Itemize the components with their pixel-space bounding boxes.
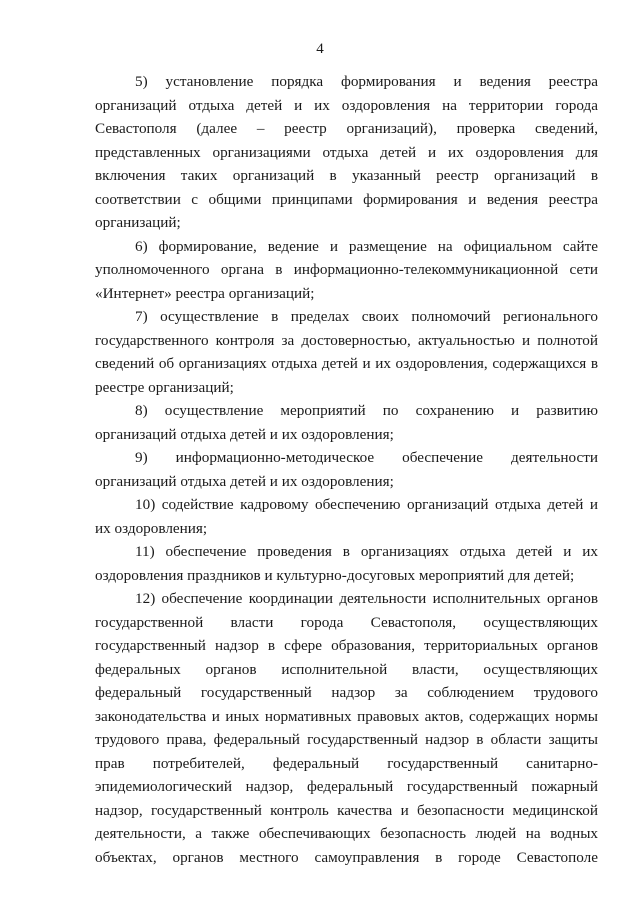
list-item-5: 5) установление порядка формирования и ведения реестра организаций отдыха детей и их оздоровления на территории города Севастополя (далее – реестр организаций), проверка сведений, представленных организациями отдыха детей и их оздоровления для включения таких организаций в указанный реестр организаций в соответствии с общими принципами формирования и ведения реестра организаций; <box>95 73 598 231</box>
list-item-7: 7) осуществление в пределах своих полномочий регионального государственного контроля за достоверностью, актуальностью и полнотой сведений об организациях отдыха детей и их оздоровления, содержащихся в реестре организаций; <box>95 308 598 396</box>
page-number: 4 <box>316 41 324 57</box>
list-item-10: 10) содействие кадровому обеспечению организаций отдыха детей и их оздоровления; <box>95 496 598 537</box>
list-item-11: 11) обеспечение проведения в организациях отдыха детей и их оздоровления праздников и культурно-досуговых мероприятий для детей; <box>95 543 598 584</box>
document-body <box>95 70 598 869</box>
list-item-9: 9) информационно-методическое обеспечение деятельности организаций отдыха детей и их оздоровления; <box>95 449 598 490</box>
list-item-6: 6) формирование, ведение и размещение на официальном сайте уполномоченного органа в информационно-телекоммуникационной сети «Интернет» реестра организаций; <box>95 237 598 302</box>
list-item-12: 12) обеспечение координации деятельности исполнительных органов государственной власти города Севастополя, осуществляющих государственный надзор в сфере образования, территориальных органов федеральных органов исполнительной власти, осуществляющих федеральный государственный надзор за соблюдением трудового законодательства и иных нормативных правовых актов, содержащих нормы трудового права, федеральный государственный надзор в области защиты прав потребителей, федеральный государственный санитарно-эпидемиологический надзор, федеральный государственный пожарный надзор, государственный контроль качества и безопасности медицинской деятельности, а также обеспечивающих безопасность людей на водных объектах, органов местного самоуправления в городе Севастополе <box>95 590 598 866</box>
list-item-8: 8) осуществление мероприятий по сохранению и развитию организаций отдыха детей и их оздоровления; <box>95 402 598 443</box>
